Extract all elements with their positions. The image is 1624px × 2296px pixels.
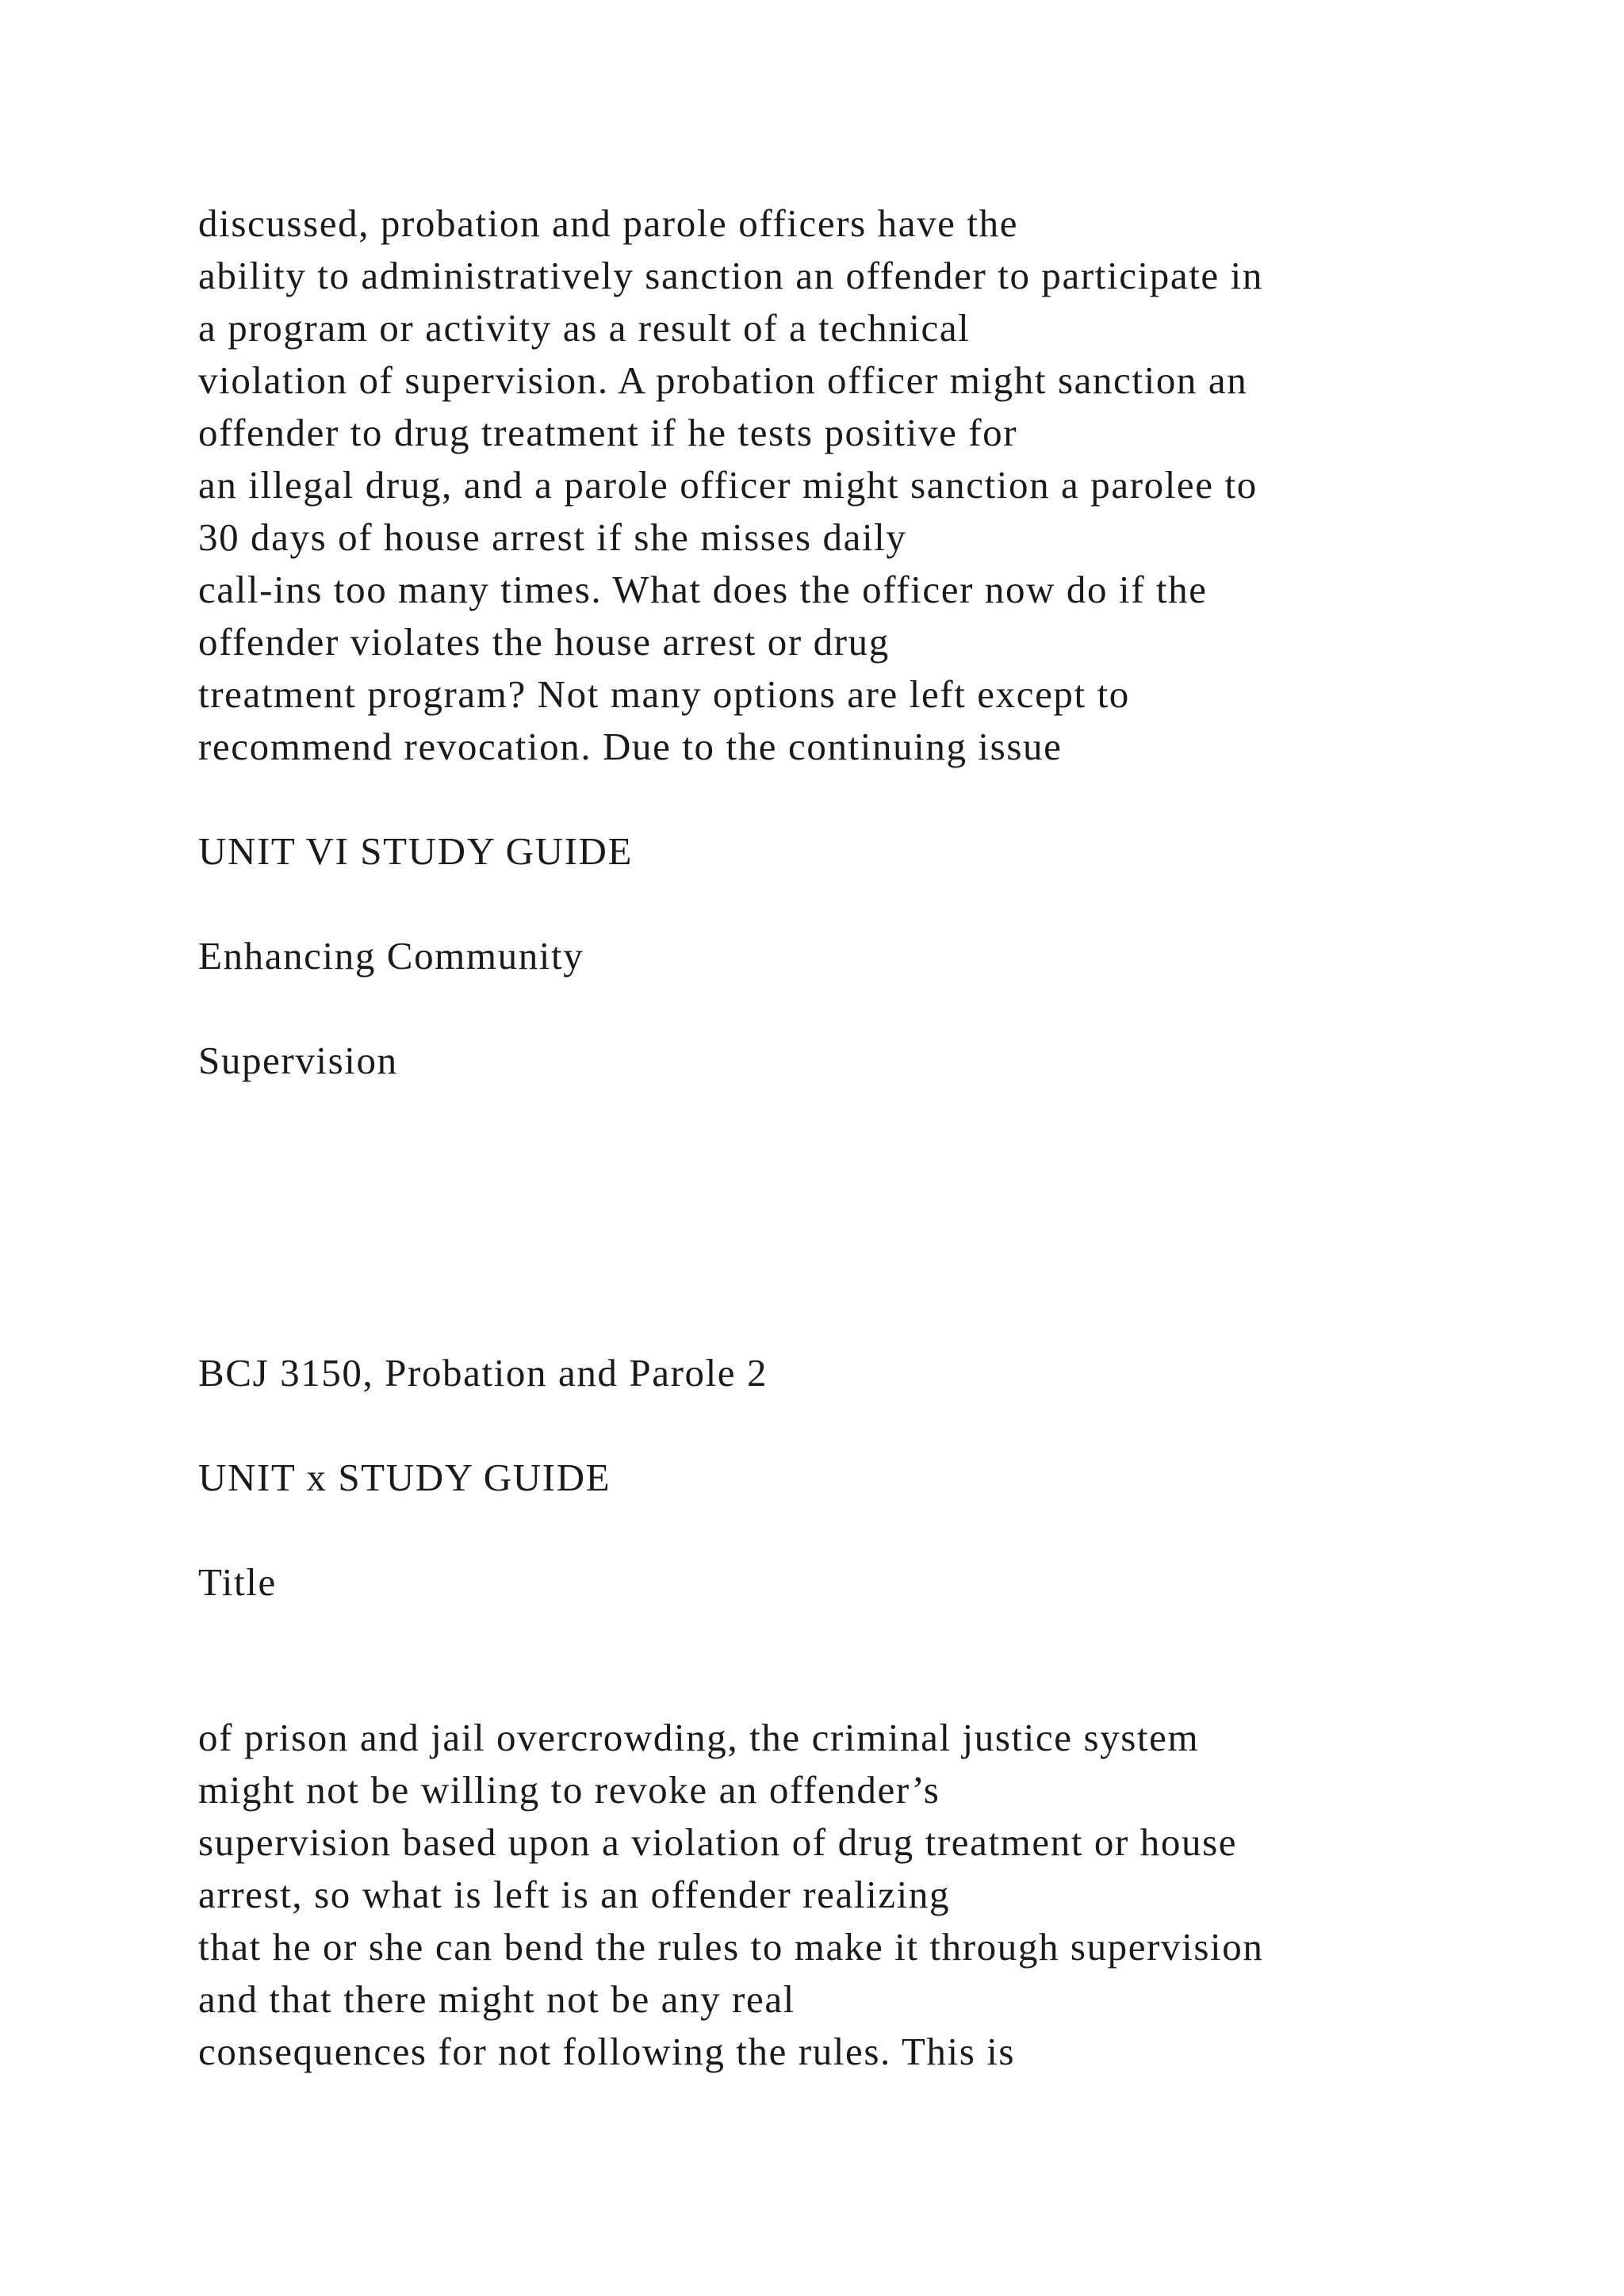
text-line: arrest, so what is left is an offender realizing — [198, 1873, 951, 1916]
text-line: a program or activity as a result of a technical — [198, 306, 971, 350]
study-guide-label: UNIT VI STUDY GUIDE — [198, 829, 634, 873]
text-line: treatment program? Not many options are left except to — [198, 672, 1130, 716]
text-line: an illegal drug, and a parole officer might sanction a parolee to — [198, 463, 1258, 507]
text-line: offender violates the house arrest or drug — [198, 620, 890, 664]
text-line: might not be willing to revoke an offender’s — [198, 1768, 940, 1812]
course-label: BCJ 3150, Probation and Parole 2 — [198, 1351, 768, 1395]
template-study-guide-label: UNIT x STUDY GUIDE — [198, 1456, 611, 1499]
unit-title-line-2: Supervision — [198, 1039, 398, 1082]
text-line: ability to administratively sanction an offender to participate in — [198, 254, 1263, 297]
text-line: discussed, probation and parole officers have the — [198, 201, 1019, 245]
text-line: recommend revocation. Due to the continuing issue — [198, 725, 1063, 768]
template-title: Title — [198, 1560, 277, 1604]
text-line: that he or she can bend the rules to make it through supervision — [198, 1925, 1264, 1969]
text-line: violation of supervision. A probation officer might sanction an — [198, 358, 1248, 402]
text-line: call-ins too many times. What does the officer now do if the — [198, 568, 1208, 611]
text-line: offender to drug treatment if he tests positive for — [198, 411, 1018, 454]
text-line: and that there might not be any real — [198, 1977, 795, 2021]
text-line: supervision based upon a violation of drug treatment or house — [198, 1820, 1238, 1864]
text-line: 30 days of house arrest if she misses daily — [198, 515, 907, 559]
text-line: of prison and jail overcrowding, the criminal justice system — [198, 1716, 1200, 1759]
text-line: consequences for not following the rules. This is — [198, 2030, 1016, 2073]
unit-title-line-1: Enhancing Community — [198, 934, 584, 978]
